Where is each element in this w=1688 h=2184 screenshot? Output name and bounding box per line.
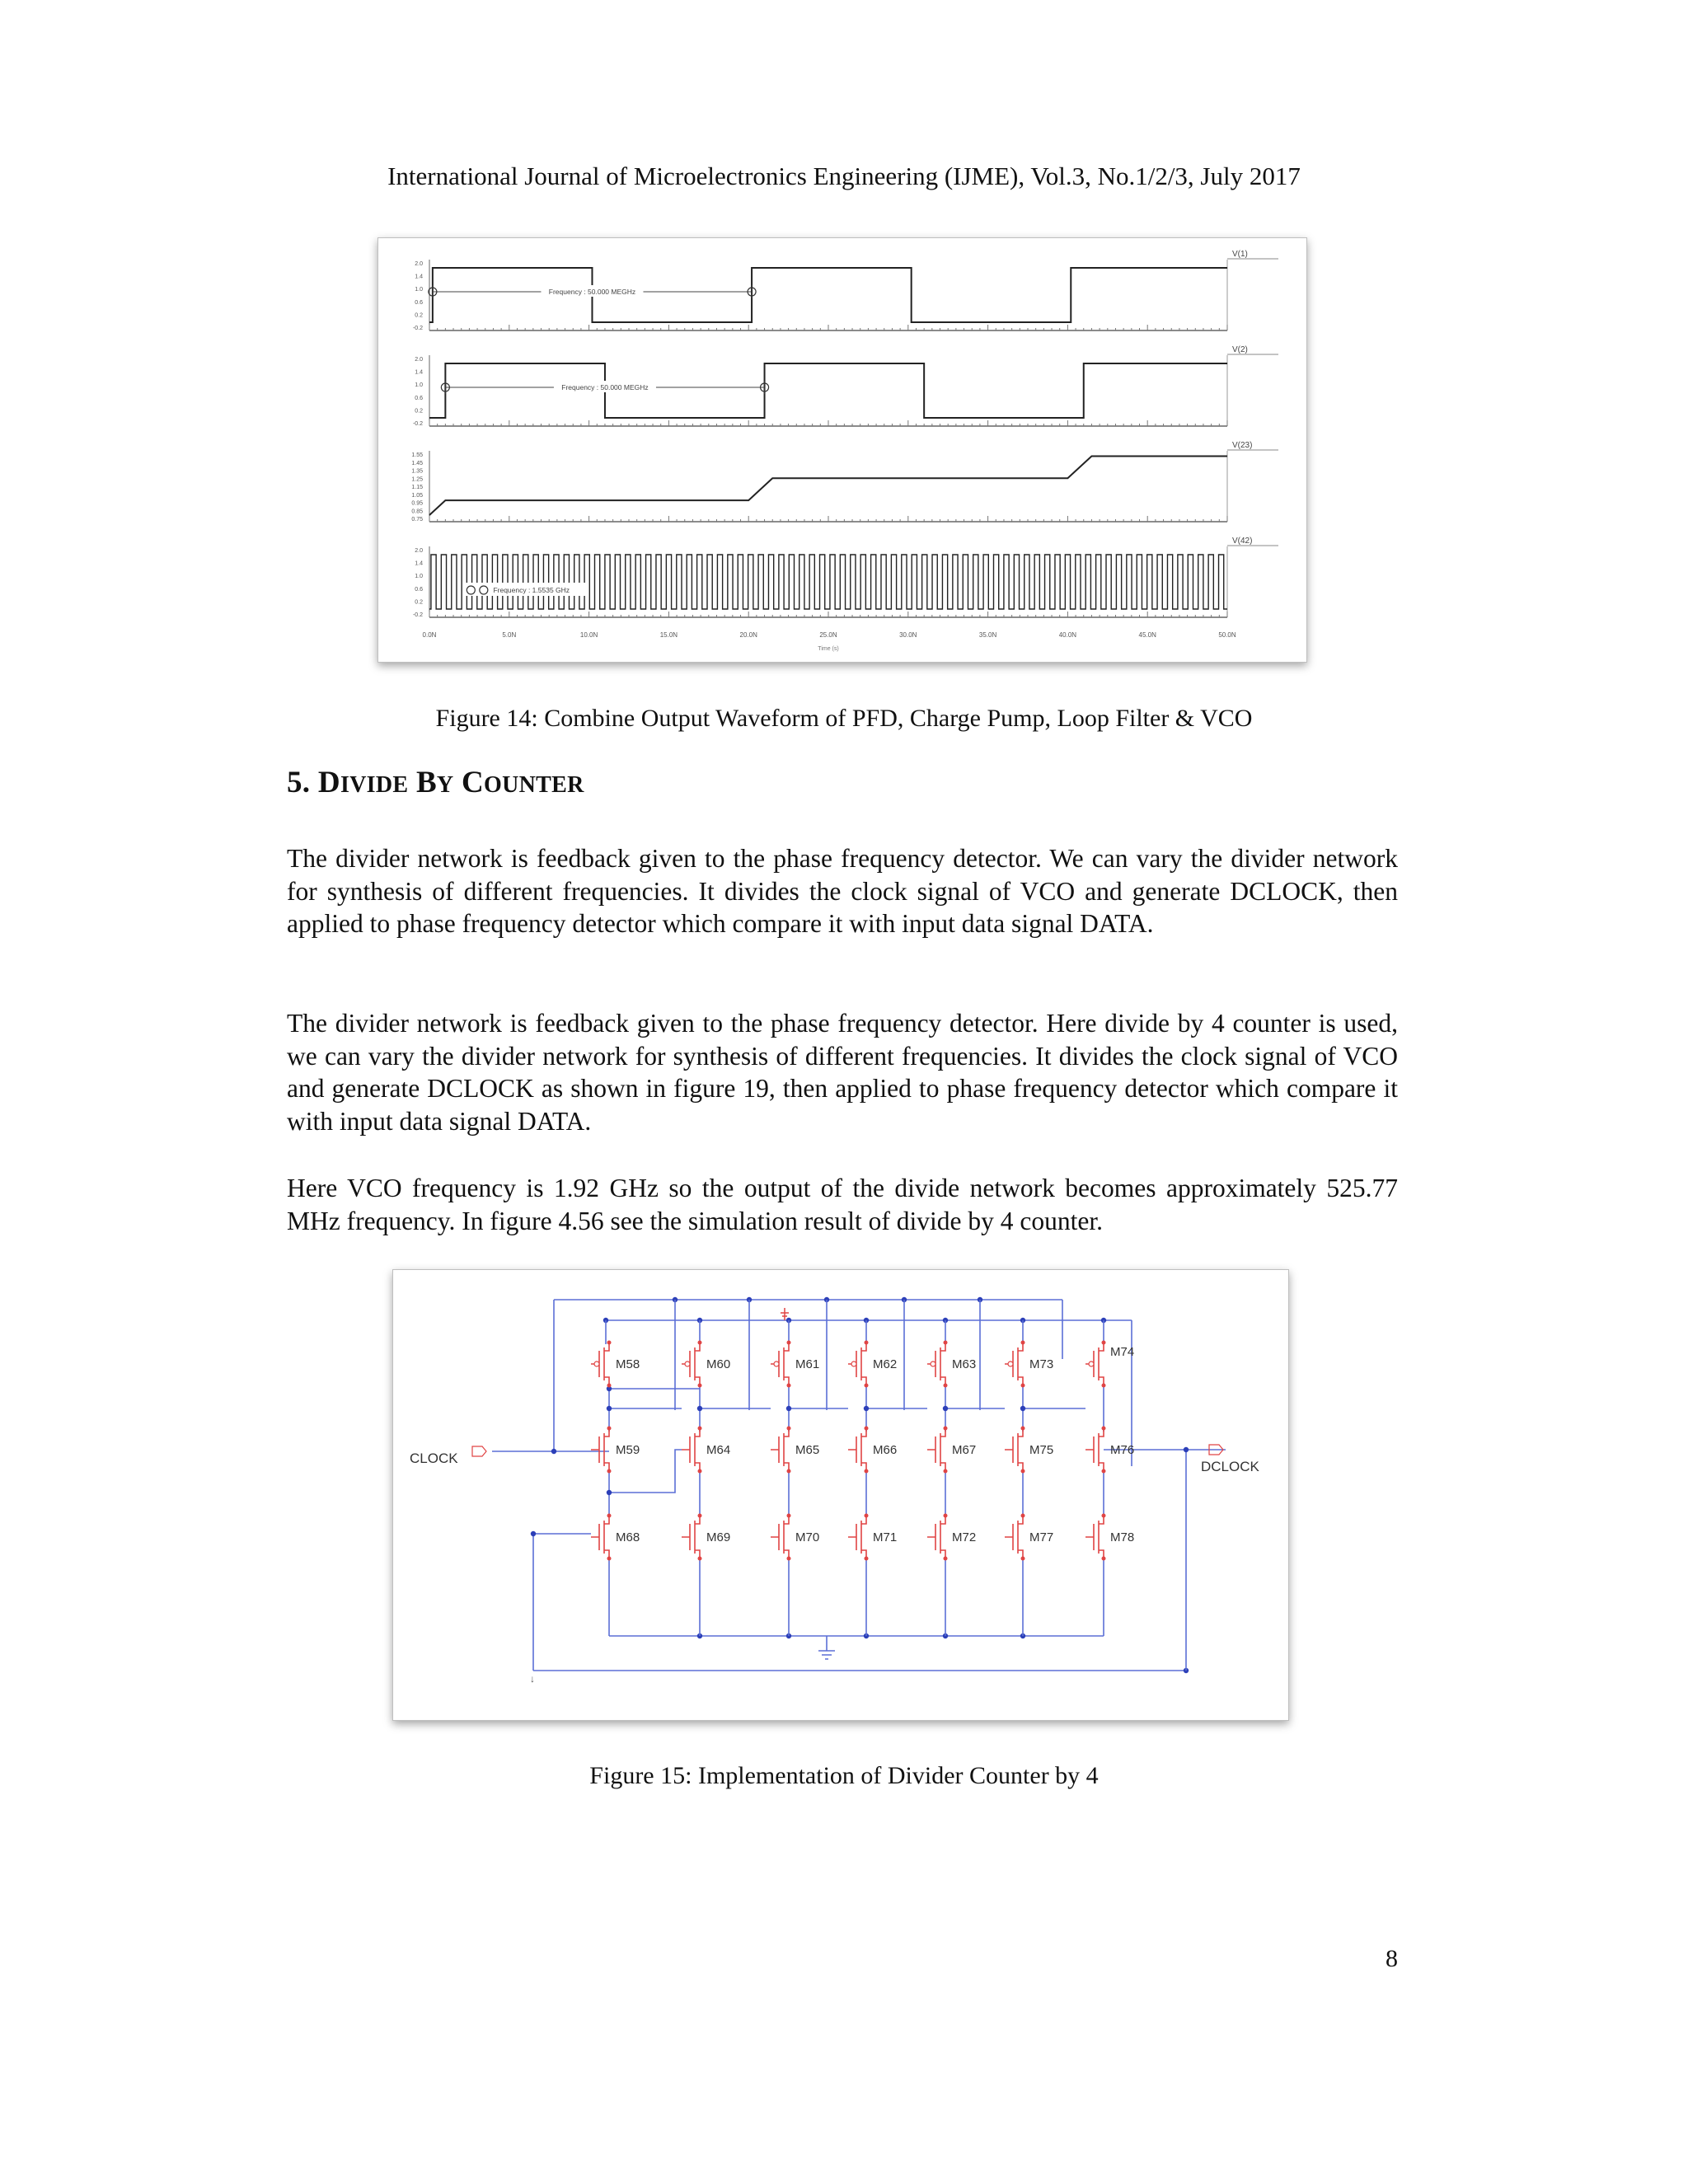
y-tick-label: 1.4 [415,560,423,567]
section-number: 5. [287,766,311,799]
y-tick-label: 1.0 [415,574,423,580]
terminal-dot [1021,1469,1025,1474]
y-tick-label: 2.0 [415,357,423,363]
pmos-bubble [851,1361,856,1366]
frequency-annotation: Frequency : 50.000 MEGHz [548,288,636,296]
terminal-dot [944,1469,948,1474]
terminal-dot [944,1557,948,1561]
transistor-label: M69 [706,1530,731,1544]
transistor-m67 [927,1427,976,1474]
transistor-symbol [1085,1516,1104,1558]
transistor-m61 [771,1341,819,1388]
trace-label: V(2) [1232,345,1248,354]
figure-14-caption: Figure 14: Combine Output Waveform of PFD, Charge Pump, Loop Filter & VCO [435,705,1253,732]
terminal-dot [944,1341,948,1345]
transistor-label: M60 [706,1357,731,1371]
transistor-symbol [682,1343,700,1385]
transistor-m59 [591,1427,640,1474]
y-tick-label: 2.0 [415,548,423,554]
transistor-symbol [1085,1428,1104,1471]
terminal-dot [944,1514,948,1518]
junction-dot [551,1449,556,1454]
terminal-dot [607,1469,612,1474]
transistor-symbol [1005,1516,1023,1558]
terminal-dot [1021,1427,1025,1431]
terminal-dot [1021,1514,1025,1518]
transistor-label: M73 [1029,1357,1054,1371]
terminal-dot [787,1341,791,1345]
figure-15-schematic [392,1269,1289,1721]
transistor-m68 [591,1514,640,1561]
y-tick-label: 1.45 [411,460,423,466]
transistor-symbol [682,1516,700,1558]
y-tick-label: 1.4 [415,369,423,376]
terminal-dot [1102,1514,1106,1518]
terminal-dot [865,1469,869,1474]
paragraph-2: The divider network is feedback given to the phase frequency detector. Here divide by 4 counter is used, we can vary the divider network for synthesis of different frequencies. It divides the clock signal of VCO and generate DCLOCK as shown in figure 19, then applied to phase frequency detector which compare it with input data signal DATA. [287,1009,1398,1136]
transistor-m63 [927,1341,976,1388]
transistor-label: M74 [1110,1345,1135,1359]
transistor-label: M58 [616,1357,640,1371]
transistor-symbol [848,1516,866,1558]
pmos-bubble [594,1361,599,1366]
pmos-bubble [1008,1361,1013,1366]
terminal-dot [698,1557,702,1561]
terminal-dot [607,1341,612,1345]
pmos-bubble [1089,1361,1094,1366]
terminal-dot [944,1384,948,1388]
transistor-m77 [1005,1514,1053,1561]
y-tick-label: 0.6 [415,586,423,593]
y-tick-label: -0.2 [412,612,423,618]
y-tick-label: 1.25 [411,476,423,483]
y-tick-label: 1.05 [411,492,423,499]
x-tick-label: 35.0N [978,631,997,639]
y-tick-label: -0.2 [412,421,423,427]
x-tick-label: 0.0N [422,631,437,639]
terminal-dot [1102,1384,1106,1388]
terminal-dot [1021,1341,1025,1345]
y-tick-label: 1.35 [411,468,423,475]
transistor-symbol [848,1428,866,1471]
y-tick-label: 0.95 [411,500,423,507]
trace-label: V(42) [1232,537,1253,546]
transistor-label: M61 [795,1357,820,1371]
waveform-plot [378,238,1306,662]
paragraph-1: The divider network is feedback given to the phase frequency detector. We can vary the divider network for synthesis of different frequencies. It divides the clock signal of VCO and generate DCLOCK, then applied to phase frequency detector which compare it with input data signal DATA. [287,844,1398,938]
transistor-symbol [591,1343,609,1385]
x-tick-label: 20.0N [739,631,757,639]
transistor-label: M71 [873,1530,898,1544]
transistor-label: M63 [952,1357,977,1371]
transistor-m74 [1085,1341,1134,1388]
terminal-dot [787,1384,791,1388]
transistor-label: M75 [1029,1443,1054,1457]
transistor-m69 [682,1514,730,1561]
frequency-annotation: Frequency : 1.5535 GHz [493,586,570,594]
transistor-m64 [682,1427,730,1474]
terminal-dot [607,1384,612,1388]
terminal-dot [865,1341,869,1345]
transistor-label: M78 [1110,1530,1135,1544]
transistor-symbol [682,1428,700,1471]
y-tick-label: 1.15 [411,485,423,490]
y-tick-label: -0.2 [412,326,423,331]
section-heading [287,765,584,800]
y-tick-label: 1.4 [415,274,423,280]
y-tick-label: 0.2 [415,408,423,415]
trace-label: V(1) [1232,250,1248,259]
terminal-dot [787,1427,791,1431]
transistor-label: M64 [706,1443,731,1457]
terminal-dot [698,1384,702,1388]
transistor-label: M76 [1110,1443,1135,1457]
terminal-dot [1102,1557,1106,1561]
junction-dot [607,1490,612,1495]
terminal-dot [1102,1427,1106,1431]
waveform-trace [429,456,1227,515]
transistor-m65 [771,1427,819,1474]
terminal-dot [1102,1469,1106,1474]
figure-15-caption: Figure 15: Implementation of Divider Counter by 4 [589,1762,1099,1789]
terminal-dot [787,1469,791,1474]
terminal-dot [865,1427,869,1431]
terminal-dot [1021,1384,1025,1388]
transistor-m70 [771,1514,819,1561]
terminal-dot [865,1384,869,1388]
running-header: International Journal of Microelectronics Engineering (IJME), Vol.3, No.1/2/3, July 2017 [387,162,1301,190]
input-port-icon [472,1446,486,1456]
transistor-label: M70 [795,1530,820,1544]
y-tick-label: 0.85 [411,509,423,515]
pmos-bubble [931,1361,935,1366]
transistor-symbol [771,1428,789,1471]
transistor-label: M66 [873,1443,898,1457]
junction-dot [697,1406,702,1411]
paragraph-3: Here VCO frequency is 1.92 GHz so the output of the divide network becomes approximately 525.77 MHz frequency. In figure 4.56 see the simulation result of divide by 4 counter. [287,1174,1398,1235]
transistor-m66 [848,1427,897,1474]
y-tick-label: 1.0 [415,382,423,389]
y-tick-label: 1.0 [415,287,423,293]
section-word-3: COUNTER [462,766,584,799]
section-word-1: DIVIDE [317,766,409,799]
transistor-symbol [1085,1343,1104,1385]
dclock-label: DCLOCK [1201,1459,1259,1474]
terminal-dot [698,1469,702,1474]
terminal-dot [698,1427,702,1431]
trace-v42 [429,555,1227,609]
terminal-dot [1021,1557,1025,1561]
terminal-arrow-icon: ↓ [530,1673,535,1685]
terminal-dot [865,1557,869,1561]
junction-dot [864,1406,869,1411]
y-tick-label: 0.2 [415,312,423,319]
transistor-m60 [682,1341,730,1388]
transistor-label: M65 [795,1443,820,1457]
waveform-trace [429,555,1227,609]
trace-label: V(23) [1232,441,1253,450]
transistor-m71 [848,1514,897,1561]
terminal-dot [787,1514,791,1518]
x-tick-label: 25.0N [819,631,837,639]
trace-panel-2 [413,345,1278,427]
transistor-symbol [1005,1428,1023,1471]
trace-v23 [429,456,1227,515]
transistor-m58 [591,1341,640,1388]
x-tick-label: 45.0N [1138,631,1156,639]
transistor-label: M62 [873,1357,898,1371]
transistor-label: M68 [616,1530,640,1544]
trace-panel-3 [411,441,1278,523]
pmos-bubble [685,1361,690,1366]
transistor-m72 [927,1514,976,1561]
page-number: 8 [1386,1945,1398,1972]
transistor-m62 [848,1341,897,1388]
transistor-symbol [771,1516,789,1558]
transistor-m75 [1005,1427,1053,1474]
terminal-dot [1102,1341,1106,1345]
x-tick-label: 30.0N [899,631,917,639]
junction-dot [943,1406,948,1411]
x-tick-label: 5.0N [502,631,517,639]
x-tick-label: 15.0N [659,631,678,639]
transistor-symbol [771,1343,789,1385]
y-tick-label: 0.2 [415,599,423,606]
clock-label: CLOCK [410,1451,458,1466]
transistor-label: M72 [952,1530,977,1544]
terminal-dot [607,1427,612,1431]
trace-v1 [429,268,1227,322]
x-tick-label: 50.0N [1218,631,1236,639]
x-axis-label: Time (s) [818,646,839,652]
waveform-trace [429,363,1227,418]
transistor-symbol [927,1343,945,1385]
y-tick-label: 0.6 [415,395,423,401]
y-tick-label: 0.75 [411,517,423,523]
transistor-m76 [1085,1427,1134,1474]
section-word-2: BY [415,766,454,799]
transistor-symbol [591,1516,609,1558]
terminal-dot [865,1514,869,1518]
figure-14-waveform [377,237,1307,663]
y-tick-label: 1.55 [411,452,423,458]
frequency-annotation: Frequency : 50.000 MEGHz [561,383,649,391]
junction-dot [1020,1406,1025,1411]
junction-dot [786,1406,791,1411]
terminal-dot [787,1557,791,1561]
x-tick-label: 10.0N [579,631,598,639]
ground-symbol [818,1651,835,1659]
transistor-symbol [848,1343,866,1385]
y-tick-label: 0.6 [415,299,423,306]
transistor-symbol [1005,1343,1023,1385]
junction-dot [1184,1447,1189,1452]
junction-dot [531,1531,536,1536]
terminal-dot [698,1514,702,1518]
transistor-symbol [927,1516,945,1558]
x-axis [423,631,1236,652]
x-tick-label: 40.0N [1058,631,1077,639]
trace-v2 [429,363,1227,418]
terminal-dot [607,1514,612,1518]
pmos-bubble [774,1361,779,1366]
transistor-label: M77 [1029,1530,1054,1544]
transistor-label: M59 [616,1443,640,1457]
transistor-symbol [927,1428,945,1471]
terminal-dot [944,1427,948,1431]
junction-dot [607,1406,612,1411]
transistor-m73 [1005,1341,1053,1388]
transistor-m78 [1085,1514,1134,1561]
terminal-dot [698,1341,702,1345]
divider-schematic [393,1270,1288,1720]
transistor-label: M67 [952,1443,977,1457]
y-tick-label: 2.0 [415,261,423,267]
transistor-symbol [591,1428,609,1471]
terminal-dot [607,1557,612,1561]
